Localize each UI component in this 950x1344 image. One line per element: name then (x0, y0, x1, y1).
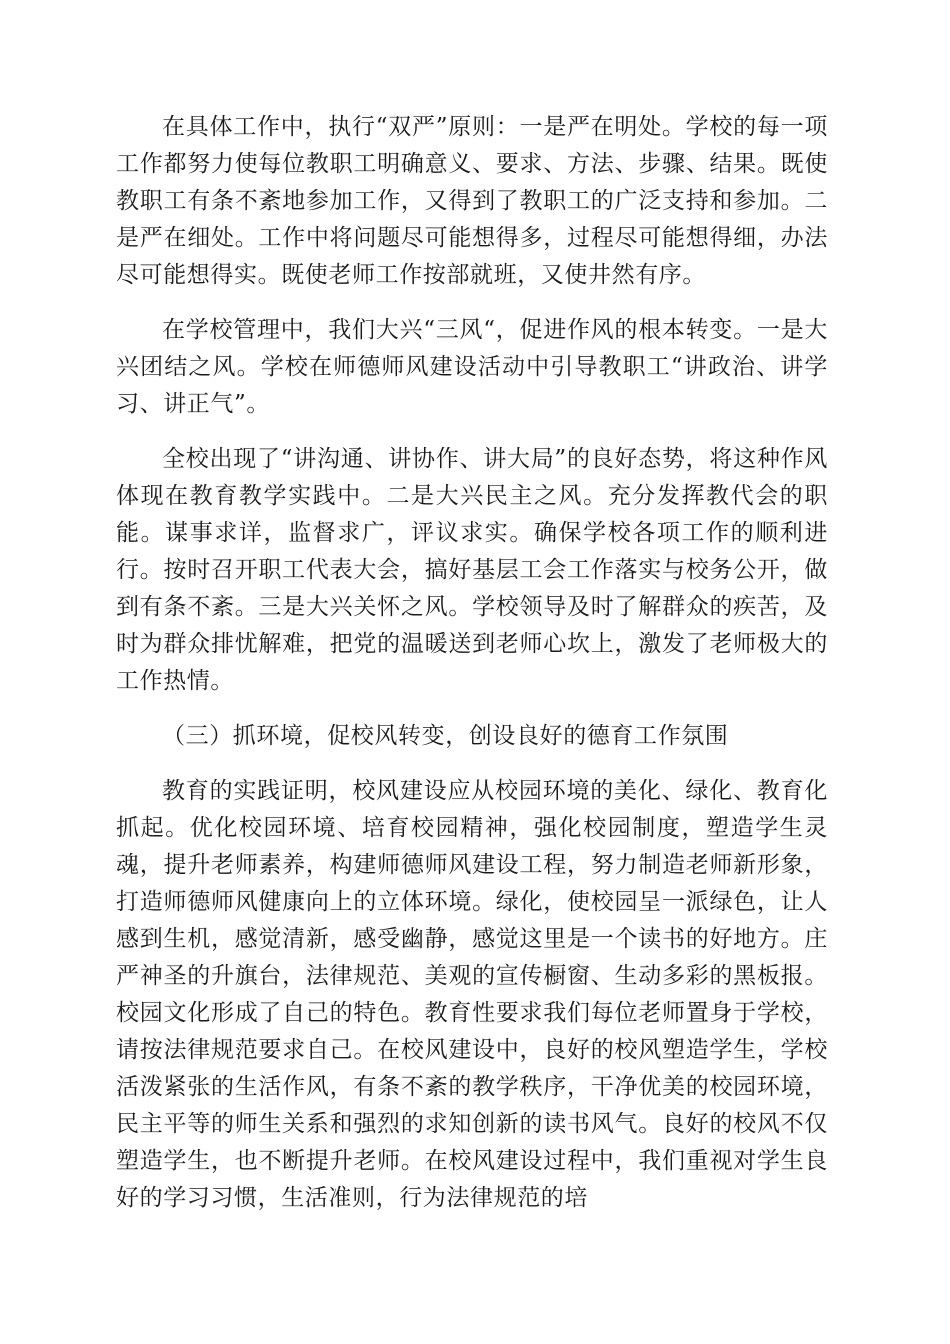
paragraph-three-styles: 在学校管理中，我们大兴“三风“，促进作风的根本转变。一是大兴团结之风。学校在师德师风建设活动中引导教职工“讲政治、讲学习、讲正气”。 (116, 317, 828, 417)
section-heading-environment: （三）抓环境，促校风转变，创设良好的德育工作氛围 (162, 723, 729, 749)
paragraph-dual-strict-principle: 在具体工作中，执行“双严”原则：一是严在明处。学校的每一项工作都努力使每位教职工明确意义、要求、方法、步骤、结果。既使教职工有条不紊地参加工作，又得到了教职工的广泛支持和参加。二是严在细处。工作中将问题尽可能想得多，过程尽可能想得细，办法尽可能想得实。既使老师工作按部就班，又使井然有序。 (116, 114, 828, 288)
paragraph-democracy-care: 全校出现了“讲沟通、讲协作、讲大局”的良好态势，将这种作风体现在教育教学实践中。二是大兴民主之风。充分发挥教代会的职能。谋事求详，监督求广，评议求实。确保学校各项工作的顺利进行。按时召开职工代表大会，搞好基层工会工作落实与校务公开，做到有条不紊。三是大兴关怀之风。学校领导及时了解群众的疾苦，及时为群众排忧解难，把党的温暖送到老师心坎上，激发了老师极大的工作热情。 (116, 446, 828, 694)
paragraph-campus-environment: 教育的实践证明，校风建设应从校园环境的美化、绿化、教育化抓起。优化校园环境、培育校园精神，强化校园制度，塑造学生灵魂，提升老师素养，构建师德师风建设工程，努力制造老师新形象，打造师德师风健康向上的立体环境。绿化，使校园呈一派绿色，让人感到生机，感觉清新，感受幽静，感觉这里是一个读书的好地方。庄严神圣的升旗台，法律规范、美观的宣传橱窗、生动多彩的黑板报。校园文化形成了自己的特色。教育性要求我们每位老师置身于学校，请按法律规范要求自己。在校风建设中，良好的校风塑造学生，学校活泼紧张的生活作风，有条不紊的教学秩序，干净优美的校园环境，民主平等的师生关系和强烈的求知创新的读书风气。良好的校风不仅塑造学生，也不断提升老师。在校风建设过程中，我们重视对学生良好的学习习惯，生活准则，行为法律规范的培 (116, 778, 828, 1211)
document-body (116, 109, 828, 1235)
